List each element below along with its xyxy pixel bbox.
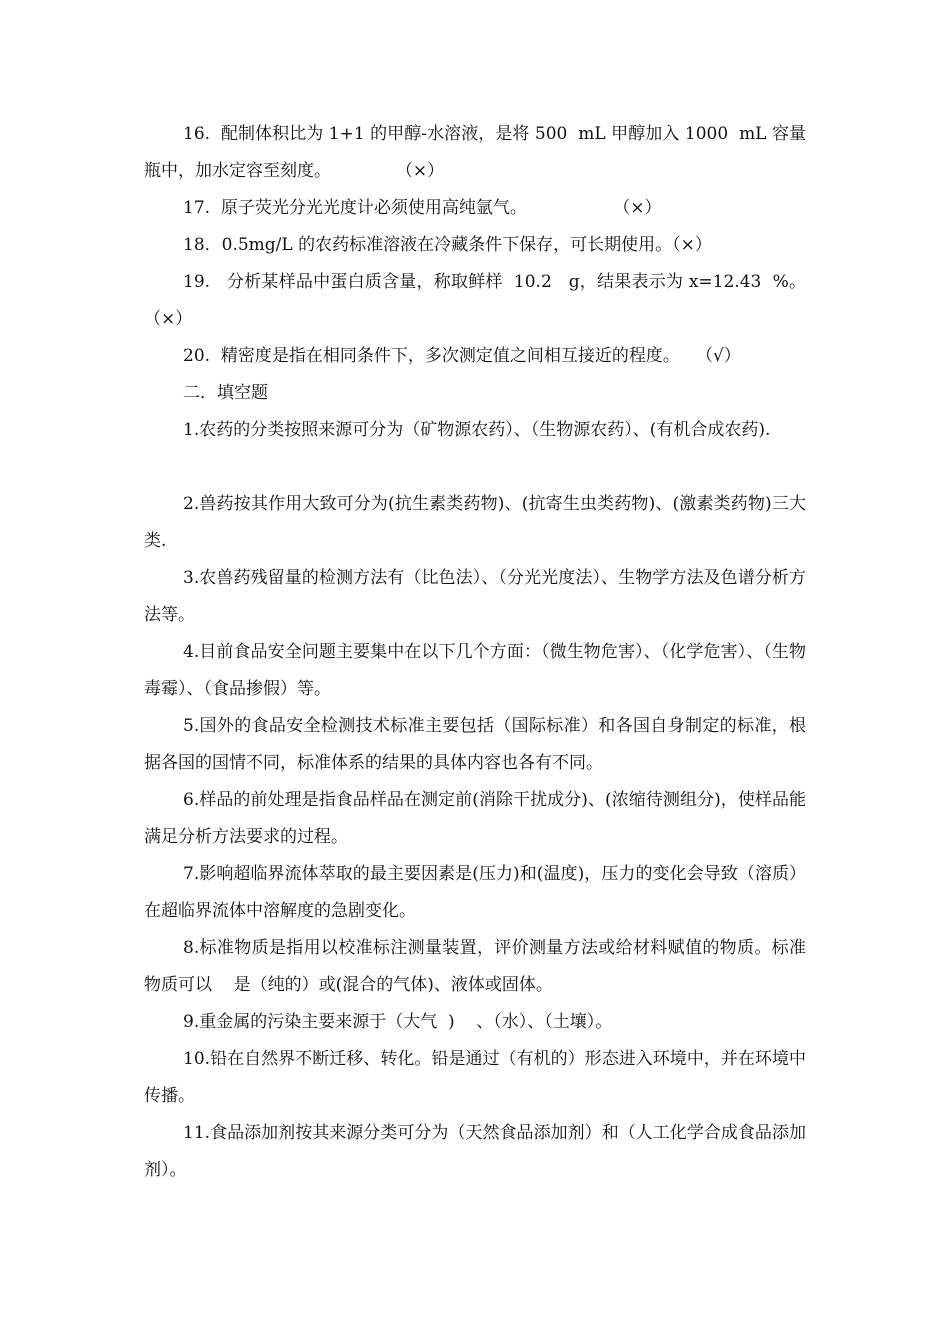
fill-blank-6: 6.样品的前处理是指食品样品在测定前(消除干扰成分)、(浓缩待测组分)，使样品能满足分析方法要求的过程。 (144, 790, 806, 847)
fill-blank-8: 8.标准物质是指用以校准标注测量装置，评价测量方法或给材料赋值的物质。标准物质可以 是（纯的）或(混合的气体)、液体或固体。 (144, 938, 806, 995)
fill-blank-2: 2.兽药按其作用大致可分为(抗生素类药物)、(抗寄生虫类药物)、(激素类药物)三大类. (144, 494, 806, 551)
fill-blank-4: 4.目前食品安全问题主要集中在以下几个方面：（微生物危害）、（化学危害）、（生物毒霉）、（食品掺假）等。 (144, 642, 806, 699)
question-17: 17. 原子荧光分光光度计必须使用高纯氩气。 （×） (183, 198, 662, 218)
fill-blank-10: 10.铅在自然界不断迁移、转化。铅是通过（有机的）形态进入环境中，并在环境中传播。 (144, 1049, 806, 1106)
fill-blank-1: 1.农药的分类按照来源可分为（矿物源农药）、（生物源农药）、(有机合成农药). (183, 420, 771, 440)
fill-blank-5: 5.国外的食品安全检测技术标准主要包括（国际标准）和各国自身制定的标准，根据各国的国情不同，标准体系的结果的具体内容也各有不同。 (144, 716, 806, 773)
question-19: 19. 分析某样品中蛋白质含量，称取鲜样 10.2 g，结果表示为 x=12.43 %。 （×） (144, 272, 823, 329)
fill-blank-9: 9.重金属的污染主要来源于（大气 ) 、（水）、（土壤）。 (183, 1012, 613, 1032)
fill-blank-7: 7.影响超临界流体萃取的最主要因素是(压力)和(温度)，压力的变化会导致（溶质）在超临界流体中溶解度的急剧变化。 (144, 864, 806, 921)
fill-blank-11: 11.食品添加剂按其来源分类可分为（天然食品添加剂）和（人工化学合成食品添加剂）。 (144, 1123, 806, 1180)
question-18: 18．0.5mg/L 的农药标准溶液在冷藏条件下保存，可长期使用。（×） (183, 235, 712, 255)
section-heading-fill-blank: 二．填空题 (183, 383, 268, 403)
question-16: 16. 配制体积比为 1+1 的甲醇-水溶液，是将 500 mL 甲醇加入 1000 mL 容量瓶中，加水定容至刻度。 （×） (144, 124, 806, 181)
question-20: 20. 精密度是指在相同条件下，多次测定值之间相互接近的程度。 （√） (183, 346, 741, 366)
fill-blank-3: 3.农兽药残留量的检测方法有（比色法）、（分光光度法）、生物学方法及色谱分析方法等。 (144, 568, 806, 625)
